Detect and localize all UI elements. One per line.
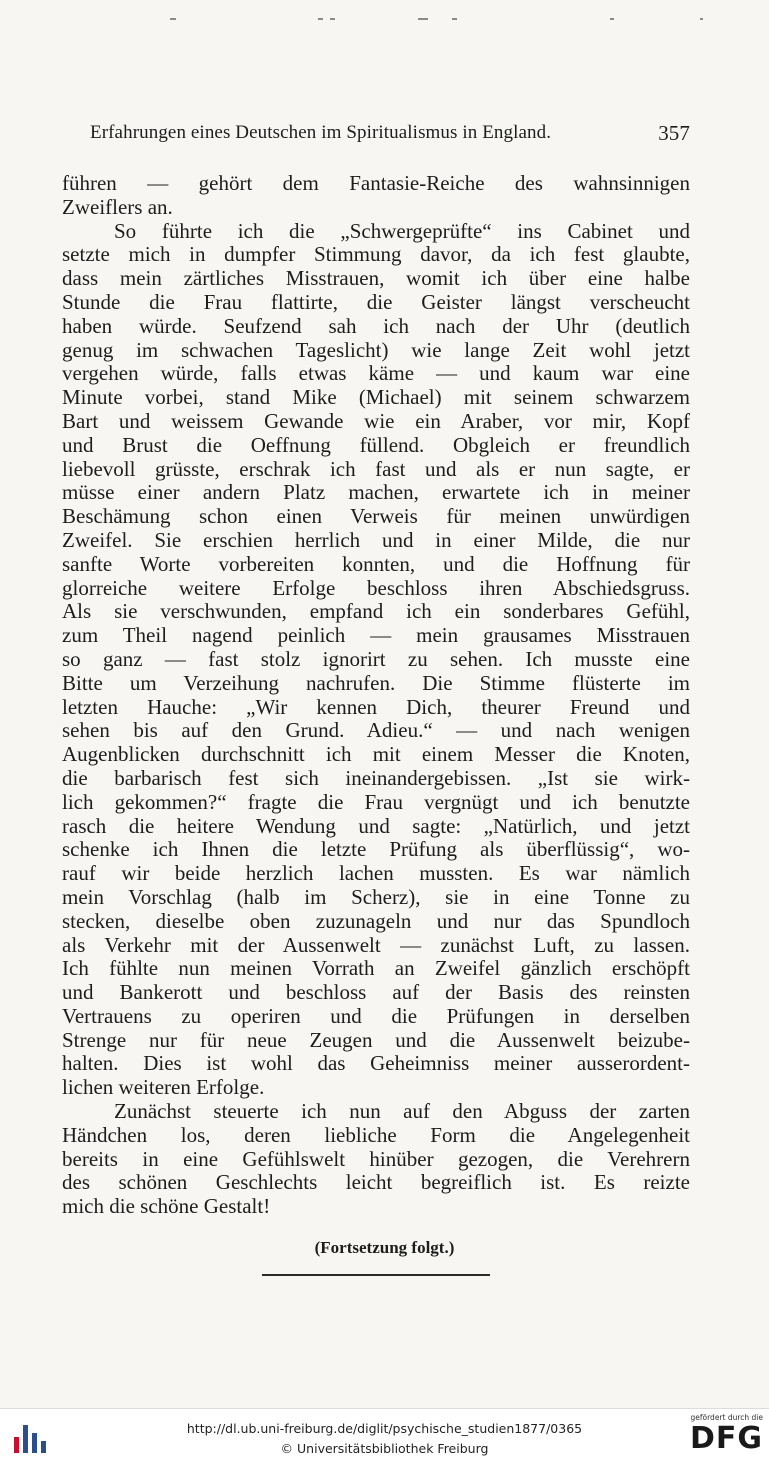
text-line: liebevoll grüsste, erschrak ich fast und als er nun sagte, er	[62, 456, 690, 481]
text-line: letzten Hauche: „Wir kennen Dich, theurer Freund und	[62, 694, 690, 719]
text-line: Bart und weissem Gewande wie ein Araber, vor mir, Kopf	[62, 408, 690, 433]
text-line: Händchen los, deren liebliche Form die Angelegenheit	[62, 1122, 690, 1147]
text-line: mich die schöne Gestalt!	[62, 1194, 271, 1219]
text-line: führen — gehört dem Fantasie-Reiche des wahnsinnigen	[62, 171, 690, 195]
text-line: lichen weiteren Erfolge.	[62, 1075, 265, 1100]
scan-artifacts	[170, 14, 710, 22]
text-line: stecken, dieselbe oben zuzunageln und nur das Spundloch	[62, 908, 690, 933]
text-line: bereits in eine Gefühlswelt hinüber gezogen, die Verehrern	[62, 1146, 690, 1171]
text-line: rauf wir beide herzlich lachen mussten. Es war nämlich	[62, 861, 690, 886]
text-line: schenke ich Ihnen die letzte Prüfung als überflüssig“, wo-	[62, 837, 690, 862]
body-text	[62, 172, 690, 1219]
text-line: genug im schwachen Tageslicht) wie lange Zeit wohl jetzt	[62, 337, 690, 362]
text-line: halten. Dies ist wohl das Geheimniss meiner ausserordent-	[62, 1051, 690, 1076]
text-line: Vertrauens zu operiren und die Prüfungen in derselben	[62, 1003, 690, 1028]
sponsor-caption: gefördert durch die	[690, 1413, 763, 1422]
text-line: So führte ich die „Schwergeprüfte“ ins Cabinet und	[114, 218, 690, 243]
continuation-note: (Fortsetzung folgt.)	[314, 1238, 455, 1257]
text-line: Zweiflers an.	[62, 194, 173, 219]
page-number: 357	[658, 121, 690, 145]
text-line: als Verkehr mit der Aussenwelt — zunächst Luft, zu lassen.	[62, 932, 690, 957]
copyright-notice: © Universitätsbibliothek Freiburg	[280, 1441, 489, 1456]
running-head	[90, 122, 690, 144]
text-line: Bitte um Verzeihung nachrufen. Die Stimme flüsterte im	[62, 670, 690, 695]
text-line: Ich fühlte nun meinen Vorrath an Zweifel gänzlich erschöpft	[62, 956, 690, 981]
text-line: Strenge nur für neue Zeugen und die Aussenwelt beizube-	[62, 1027, 690, 1052]
text-line: müsse einer andern Platz machen, erwartete ich in meiner	[62, 480, 690, 505]
text-line: so ganz — fast stolz ignorirt zu sehen. Ich musste eine	[62, 646, 690, 671]
document-url[interactable]: http://dl.ub.uni-freiburg.de/diglit/psychische_studien1877/0365	[186, 1421, 583, 1436]
running-title: Erfahrungen eines Deutschen im Spiritualismus in England.	[90, 122, 552, 143]
text-line: Zunächst steuerte ich nun auf den Abguss der zarten	[114, 1099, 690, 1124]
text-line: die barbarisch fest sich ineinandergebissen. „Ist sie wirk-	[62, 765, 690, 790]
text-line: dass mein zärtliches Misstrauen, womit ich über eine halbe	[62, 266, 690, 291]
end-rule	[262, 1274, 490, 1276]
text-line: vergehen würde, falls etwas käme — und kaum war eine	[62, 361, 690, 386]
text-line: des schönen Geschlechts leicht begreiflich ist. Es reizte	[62, 1170, 690, 1195]
viewer-footer	[0, 1408, 769, 1464]
text-line: setzte mich in dumpfer Stimmung davor, da ich fest glaubte,	[62, 242, 690, 267]
text-line: und Brust die Oeffnung füllend. Obgleich er freundlich	[62, 432, 690, 457]
text-line: zum Theil nagend peinlich — mein grausames Misstrauen	[62, 623, 690, 648]
text-line: Stunde die Frau flattirte, die Geister längst verscheucht	[62, 289, 690, 314]
text-line: Zweifel. Sie erschien herrlich und in einer Milde, die nur	[62, 527, 690, 552]
text-line: rasch die heitere Wendung und sagte: „Natürlich, und jetzt	[62, 813, 690, 838]
sponsor-logo	[681, 1413, 763, 1461]
text-line: Minute vorbei, stand Mike (Michael) mit seinem schwarzem	[62, 385, 690, 410]
text-line: sehen bis auf den Grund. Adieu.“ — und nach wenigen	[62, 718, 690, 743]
text-line: sanfte Worte vorbereiten konnten, und die Hoffnung für	[62, 551, 690, 576]
text-line: haben würde. Seufzend sah ich nach der Uhr (deutlich	[62, 313, 690, 338]
text-line: glorreiche weitere Erfolge beschloss ihren Abschiedsgruss.	[62, 575, 690, 600]
text-line: Beschämung schon einen Verweis für meinen unwürdigen	[62, 504, 690, 529]
text-line: Als sie verschwunden, empfand ich ein sonderbares Gefühl,	[62, 599, 690, 624]
text-line: und Bankerott und beschloss auf der Basis des reinsten	[62, 980, 690, 1005]
text-line: Augenblicken durchschnitt ich mit einem Messer die Knoten,	[62, 742, 690, 767]
text-line: mein Vorschlag (halb im Scherz), sie in eine Tonne zu	[62, 884, 690, 909]
dfg-logo-icon: DFG	[689, 1421, 763, 1456]
text-line: lich gekommen?“ fragte die Frau vergnügt und ich benutzte	[62, 789, 690, 814]
